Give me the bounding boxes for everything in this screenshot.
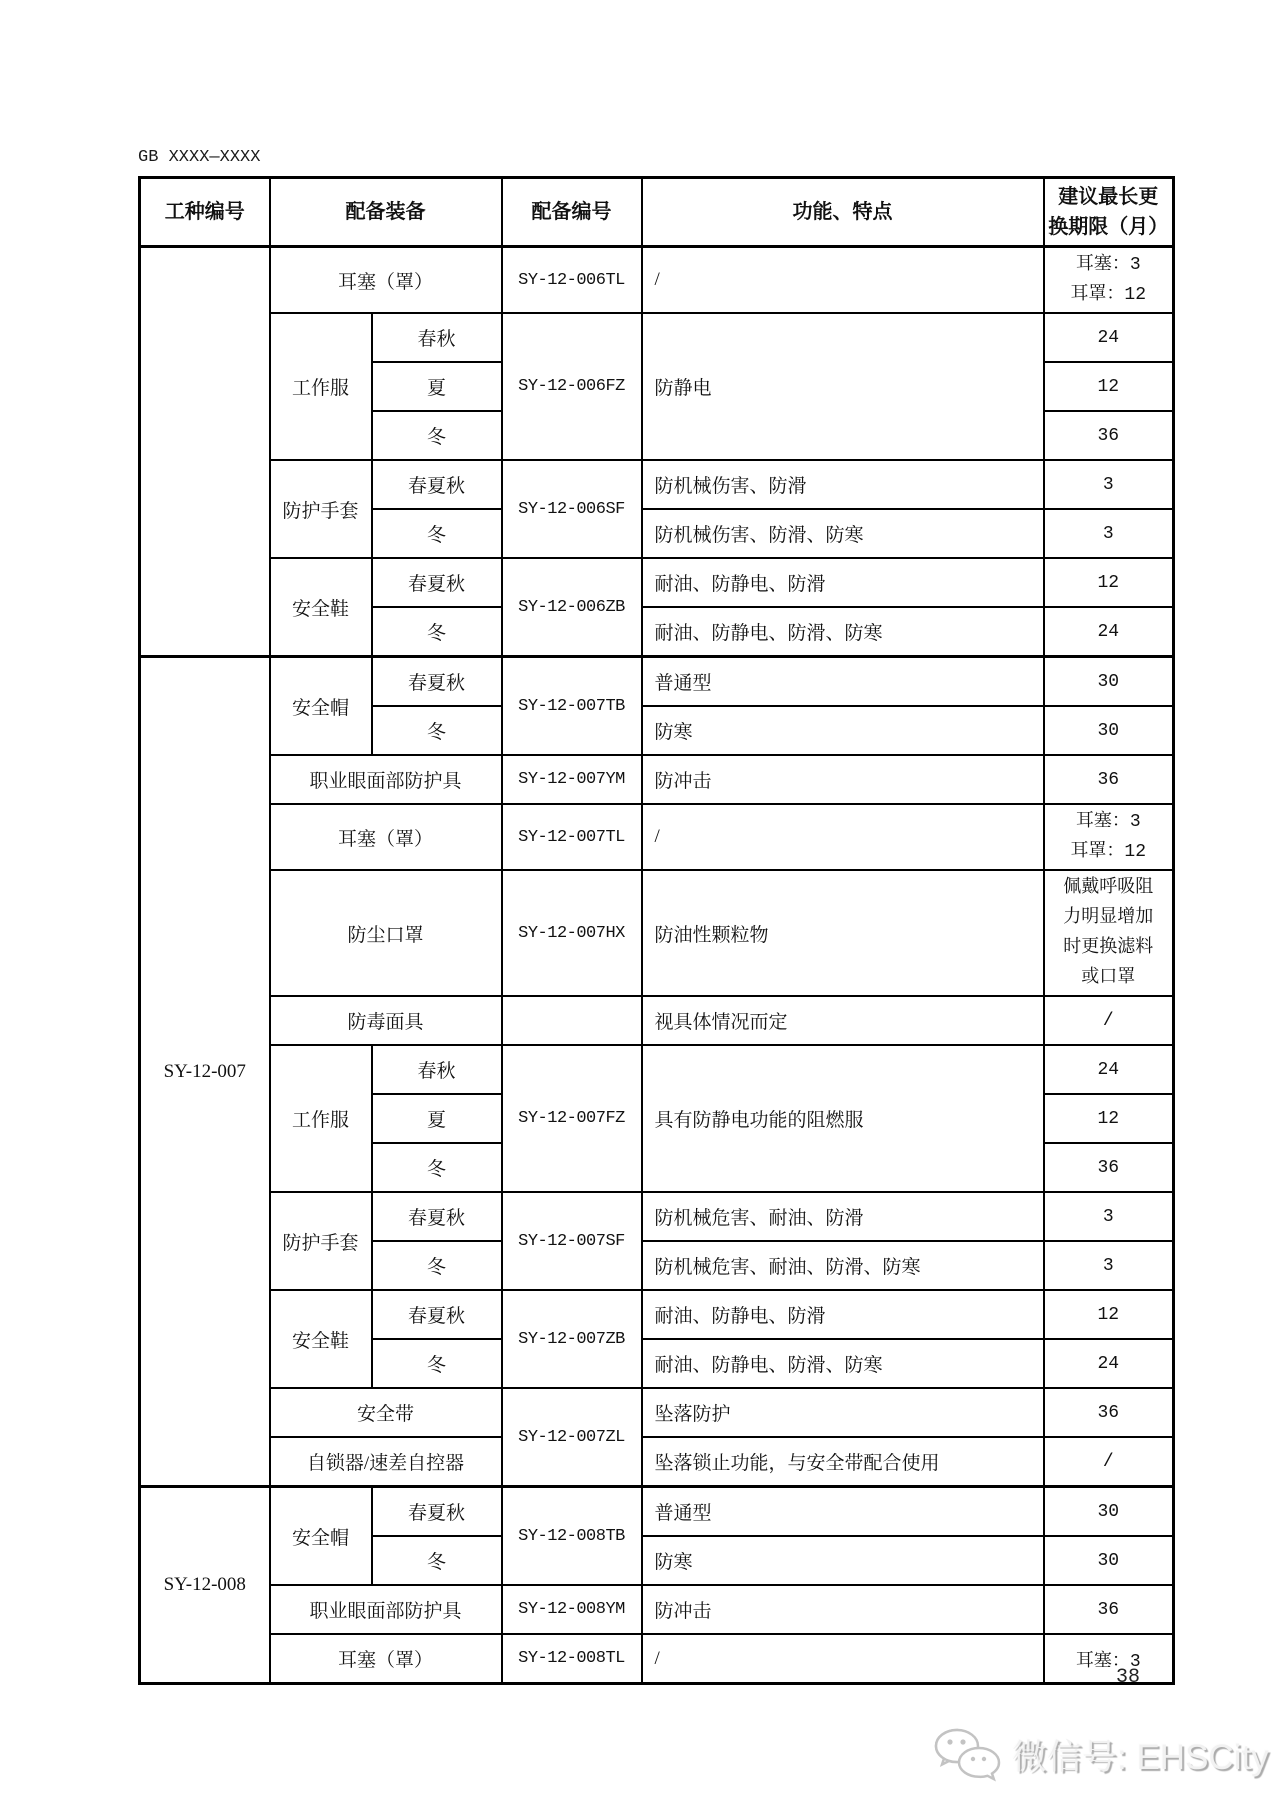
cell-code: SY-12-007TB [502,657,642,756]
cell-func: / [642,247,1044,314]
cell-code [502,996,642,1045]
cell-period: 佩戴呼吸阻 力明显增加 时更换滤料 或口罩 [1044,870,1174,996]
cell-season: 春夏秋 [372,558,502,607]
cell-name: 安全鞋 [270,558,372,657]
table-row [140,1437,1174,1487]
cell-period: 12 [1044,1094,1174,1143]
cell-func: 普通型 [642,1487,1044,1537]
cell-season: 冬 [372,411,502,460]
cell-code: SY-12-006SF [502,460,642,558]
cell-name: 防护手套 [270,1192,372,1290]
table-row [140,755,1174,804]
cell-period: 36 [1044,1585,1174,1634]
table-row [140,804,1174,870]
page-number: 38 [1116,1666,1141,1689]
cell-period: / [1044,1437,1174,1487]
cell-season: 春夏秋 [372,1290,502,1339]
cell-period: 36 [1044,1143,1174,1192]
cell-period: 耳塞：3 耳罩：12 [1044,247,1174,314]
cell-period: 24 [1044,313,1174,362]
cell-period: 12 [1044,1290,1174,1339]
cell-func: / [642,804,1044,870]
cell-code: SY-12-007YM [502,755,642,804]
cell-func: 防机械伤害、防滑、防寒 [642,509,1044,558]
doc-code: GB XXXX—XXXX [138,148,261,167]
cell-code: SY-12-007TL [502,804,642,870]
cell-func: 耐油、防静电、防滑、防寒 [642,1339,1044,1388]
cell-period: 30 [1044,1536,1174,1585]
table-row [140,1388,1174,1437]
cell-period: 12 [1044,362,1174,411]
cell-season: 春秋 [372,313,502,362]
cell-func: / [642,1634,1044,1684]
cell-period: 耳塞：3 耳罩：12 [1044,804,1174,870]
header-equipment-code: 配备编号 [502,178,642,247]
cell-func: 视具体情况而定 [642,996,1044,1045]
cell-period: 24 [1044,1339,1174,1388]
cell-func: 防机械伤害、防滑 [642,460,1044,509]
cell-job: SY-12-008 [140,1487,270,1684]
cell-job: SY-12-007 [140,657,270,1487]
cell-season: 春夏秋 [372,1192,502,1241]
cell-job [140,247,270,657]
cell-season: 冬 [372,1241,502,1290]
table-row [140,1192,1174,1241]
cell-period: 3 [1044,1241,1174,1290]
cell-func: 防机械危害、耐油、防滑、防寒 [642,1241,1044,1290]
table-body [140,247,1174,1684]
cell-season: 夏 [372,362,502,411]
cell-season: 冬 [372,706,502,755]
cell-code: SY-12-007ZL [502,1388,642,1487]
cell-code: SY-12-006ZB [502,558,642,657]
cell-period: 24 [1044,607,1174,657]
table-row [140,1634,1174,1684]
cell-season: 春夏秋 [372,1487,502,1537]
wechat-icon [932,1726,1004,1784]
cell-period: 3 [1044,460,1174,509]
cell-name2: 防毒面具 [270,996,502,1045]
wechat-watermark [932,1726,1269,1784]
table-row [140,460,1174,509]
cell-season: 春秋 [372,1045,502,1094]
cell-func: 普通型 [642,657,1044,707]
cell-season: 冬 [372,509,502,558]
cell-season: 冬 [372,1339,502,1388]
cell-func: 坠落锁止功能，与安全带配合使用 [642,1437,1044,1487]
cell-code: SY-12-008TB [502,1487,642,1586]
cell-func: 耐油、防静电、防滑 [642,558,1044,607]
table-row [140,1290,1174,1339]
cell-season: 冬 [372,1143,502,1192]
cell-name2: 安全带 [270,1388,502,1437]
cell-name2: 防尘口罩 [270,870,502,996]
cell-period: 3 [1044,1192,1174,1241]
cell-func: 防寒 [642,706,1044,755]
cell-name2: 职业眼面部防护具 [270,1585,502,1634]
cell-name: 安全帽 [270,657,372,756]
table-row [140,657,1174,707]
cell-code: SY-12-007SF [502,1192,642,1290]
table-row [140,558,1174,607]
cell-func: 防油性颗粒物 [642,870,1044,996]
table-row [140,1045,1174,1094]
cell-func: 耐油、防静电、防滑、防寒 [642,607,1044,657]
cell-code: SY-12-007HX [502,870,642,996]
cell-name2: 耳塞（罩） [270,804,502,870]
cell-code: SY-12-007FZ [502,1045,642,1192]
cell-season: 冬 [372,1536,502,1585]
cell-func: 防冲击 [642,755,1044,804]
cell-period: / [1044,996,1174,1045]
table-row [140,996,1174,1045]
cell-code: SY-12-006TL [502,247,642,314]
cell-name2: 耳塞（罩） [270,1634,502,1684]
cell-name: 安全帽 [270,1487,372,1586]
header-job-code: 工种编号 [140,178,270,247]
cell-name2: 自锁器/速差自控器 [270,1437,502,1487]
cell-season: 春夏秋 [372,657,502,707]
table-row [140,1487,1174,1537]
cell-func: 具有防静电功能的阻燃服 [642,1045,1044,1192]
cell-season: 冬 [372,607,502,657]
cell-name: 防护手套 [270,460,372,558]
ppe-allocation-table [138,176,1175,1685]
cell-func: 坠落防护 [642,1388,1044,1437]
cell-name: 安全鞋 [270,1290,372,1388]
cell-period: 30 [1044,706,1174,755]
table-row [140,870,1174,996]
cell-name: 工作服 [270,313,372,460]
cell-code: SY-12-008TL [502,1634,642,1684]
watermark-text: 微信号: EHSCity [1012,1738,1269,1777]
header-replacement-period-line1: 建议最长更 [1058,186,1159,208]
cell-period: 36 [1044,1388,1174,1437]
cell-period: 36 [1044,755,1174,804]
header-replacement-period-line2: 换期限（月） [1048,216,1169,238]
cell-name2: 职业眼面部防护具 [270,755,502,804]
cell-func: 防冲击 [642,1585,1044,1634]
cell-period: 耳塞：3 [1044,1634,1174,1684]
cell-season: 夏 [372,1094,502,1143]
cell-period: 30 [1044,1487,1174,1537]
cell-season: 春夏秋 [372,460,502,509]
table-row [140,247,1174,314]
header-features: 功能、特点 [642,178,1044,247]
cell-code: SY-12-008YM [502,1585,642,1634]
cell-code: SY-12-007ZB [502,1290,642,1388]
cell-func: 防寒 [642,1536,1044,1585]
table-row [140,1585,1174,1634]
cell-func: 耐油、防静电、防滑 [642,1290,1044,1339]
cell-func: 防静电 [642,313,1044,460]
table-header-row [140,178,1174,247]
cell-code: SY-12-006FZ [502,313,642,460]
cell-func: 防机械危害、耐油、防滑 [642,1192,1044,1241]
cell-period: 3 [1044,509,1174,558]
cell-name2: 耳塞（罩） [270,247,502,314]
header-replacement-period [1044,178,1174,247]
cell-period: 30 [1044,657,1174,707]
cell-name: 工作服 [270,1045,372,1192]
cell-period: 36 [1044,411,1174,460]
cell-period: 24 [1044,1045,1174,1094]
table-row [140,313,1174,362]
cell-period: 12 [1044,558,1174,607]
header-equipment: 配备装备 [270,178,502,247]
